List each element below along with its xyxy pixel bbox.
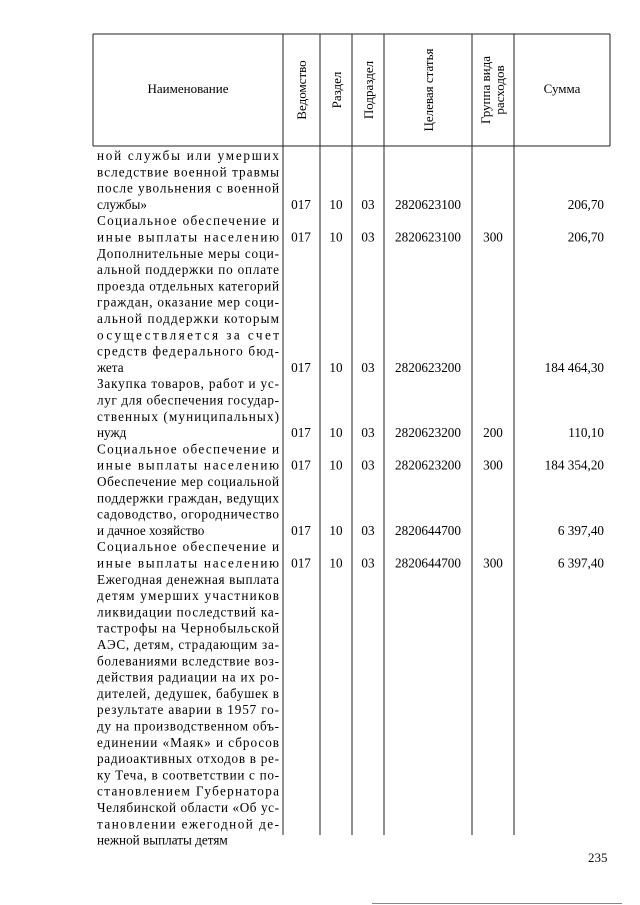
header-target-article: Целевая статья bbox=[421, 48, 436, 132]
cell-ministry: 017 bbox=[291, 555, 311, 571]
cell-section: 10 bbox=[329, 359, 343, 375]
cell-target-article: 2820644700 bbox=[395, 522, 461, 538]
name-line: службы» bbox=[97, 196, 147, 212]
name-line: проезда отдельных категорий bbox=[97, 278, 279, 294]
name-line: альной поддержки которым bbox=[97, 311, 279, 326]
name-line: Дополнительные меры соци- bbox=[97, 245, 279, 261]
name-line: Социальное обеспечение и bbox=[97, 539, 279, 555]
cell-amount: 110,10 bbox=[568, 425, 604, 441]
name-line: тастрофы на Чернобыльской bbox=[97, 620, 279, 636]
name-line: и дачное хозяйство bbox=[97, 522, 205, 538]
name-line: иные выплаты населению bbox=[97, 229, 279, 245]
cell-subsection: 03 bbox=[361, 229, 375, 245]
cell-section: 10 bbox=[329, 457, 343, 473]
name-line: радиоактивных отходов в ре- bbox=[97, 751, 279, 767]
name-line: тановлении ежегодной де- bbox=[97, 816, 279, 832]
name-line: результате аварии в 1957 го- bbox=[97, 702, 279, 718]
name-line: АЭС, детям, страдающим за- bbox=[97, 637, 279, 652]
cell-amount: 6 397,40 bbox=[557, 555, 604, 571]
header-amount: Сумма bbox=[543, 81, 581, 96]
name-line: ственных (муниципальных) bbox=[97, 408, 279, 424]
name-line: Закупка товаров, работ и ус- bbox=[97, 376, 279, 392]
name-line: вследствие военной травмы bbox=[97, 164, 279, 180]
cell-subsection: 03 bbox=[361, 359, 375, 375]
cell-section: 10 bbox=[329, 229, 343, 245]
name-line: иные выплаты населению bbox=[97, 457, 279, 473]
name-line: иные выплаты населению bbox=[97, 555, 279, 571]
name-line: нежной выплаты детям bbox=[97, 832, 228, 848]
name-line: луг для обеспечения государ- bbox=[97, 392, 279, 408]
name-line: поддержки граждан, ведущих bbox=[97, 490, 279, 506]
cell-target-article: 2820623200 bbox=[395, 425, 461, 441]
cell-ministry: 017 bbox=[291, 229, 311, 245]
cell-expense-type: 300 bbox=[483, 457, 503, 473]
cell-section: 10 bbox=[329, 522, 343, 538]
cell-target-article: 2820623200 bbox=[395, 359, 461, 375]
footer-rule bbox=[372, 903, 622, 904]
cell-subsection: 03 bbox=[361, 522, 375, 538]
cell-subsection: 03 bbox=[361, 457, 375, 473]
cell-amount: 184 464,30 bbox=[544, 359, 604, 375]
name-line: детям умерших участников bbox=[97, 588, 279, 604]
cell-subsection: 03 bbox=[361, 555, 375, 571]
name-line: после увольнения с военной bbox=[97, 180, 279, 196]
name-line: нужд bbox=[97, 425, 127, 441]
cell-subsection: 03 bbox=[361, 196, 375, 212]
cell-amount: 6 397,40 bbox=[557, 522, 604, 538]
name-line: ду на производственном объ- bbox=[97, 718, 279, 734]
cell-section: 10 bbox=[329, 555, 343, 571]
header-subsection: Подраздел bbox=[361, 60, 376, 120]
cell-target-article: 2820623200 bbox=[395, 457, 461, 473]
header-expense-type-line1: Группа вида bbox=[478, 56, 493, 124]
name-line: ликвидации последствий ка- bbox=[97, 604, 279, 620]
name-line: Обеспечение мер социальной bbox=[97, 474, 279, 489]
cell-amount: 206,70 bbox=[567, 229, 604, 245]
name-line: средств федерального бюд- bbox=[97, 343, 279, 359]
cell-target-article: 2820623100 bbox=[395, 196, 461, 212]
name-line: единении «Маяк» и сбросов bbox=[97, 734, 279, 750]
cell-ministry: 017 bbox=[291, 457, 311, 473]
name-line: дителей, дедушек, бабушек в bbox=[97, 685, 279, 701]
name-line: Социальное обеспечение и bbox=[97, 213, 279, 229]
name-line: ной службы или умерших bbox=[97, 148, 279, 163]
cell-target-article: 2820623100 bbox=[395, 229, 461, 245]
name-line: осуществляется за счет bbox=[97, 327, 279, 343]
header-expense-type-line2: расходов bbox=[492, 65, 507, 115]
name-line: альной поддержки по оплате bbox=[97, 262, 279, 278]
cell-amount: 206,70 bbox=[567, 196, 604, 212]
header-section: Раздел bbox=[329, 71, 344, 109]
name-line: Челябинской области «Об ус- bbox=[97, 800, 279, 815]
name-line: Социальное обеспечение и bbox=[97, 441, 279, 457]
name-line: действия радиации на их ро- bbox=[97, 669, 279, 685]
table-header bbox=[148, 48, 581, 131]
page-number: 235 bbox=[588, 850, 608, 865]
cell-expense-type: 300 bbox=[483, 555, 503, 571]
cell-section: 10 bbox=[329, 196, 343, 212]
header-ministry: Ведомство bbox=[294, 60, 309, 120]
name-line: садоводство, огородничество bbox=[97, 506, 279, 522]
cell-section: 10 bbox=[329, 425, 343, 441]
header-name: Наименование bbox=[147, 81, 229, 96]
name-line: жета bbox=[97, 359, 124, 375]
cell-subsection: 03 bbox=[361, 425, 375, 441]
cell-expense-type: 200 bbox=[483, 425, 503, 441]
cell-ministry: 017 bbox=[291, 425, 311, 441]
cell-ministry: 017 bbox=[291, 359, 311, 375]
cell-amount: 184 354,20 bbox=[544, 457, 604, 473]
cell-ministry: 017 bbox=[291, 522, 311, 538]
name-line: граждан, оказание мер соци- bbox=[97, 294, 279, 310]
name-line: становлением Губернатора bbox=[97, 783, 279, 799]
name-line: болеваниями вследствие воз- bbox=[97, 653, 279, 669]
cell-ministry: 017 bbox=[291, 196, 311, 212]
name-line: ку Теча, в соответствии с по- bbox=[97, 767, 279, 783]
cell-expense-type: 300 bbox=[483, 229, 503, 245]
name-line: Ежегодная денежная выплата bbox=[97, 571, 279, 587]
cell-target-article: 2820644700 bbox=[395, 555, 461, 571]
table-body bbox=[96, 148, 604, 848]
